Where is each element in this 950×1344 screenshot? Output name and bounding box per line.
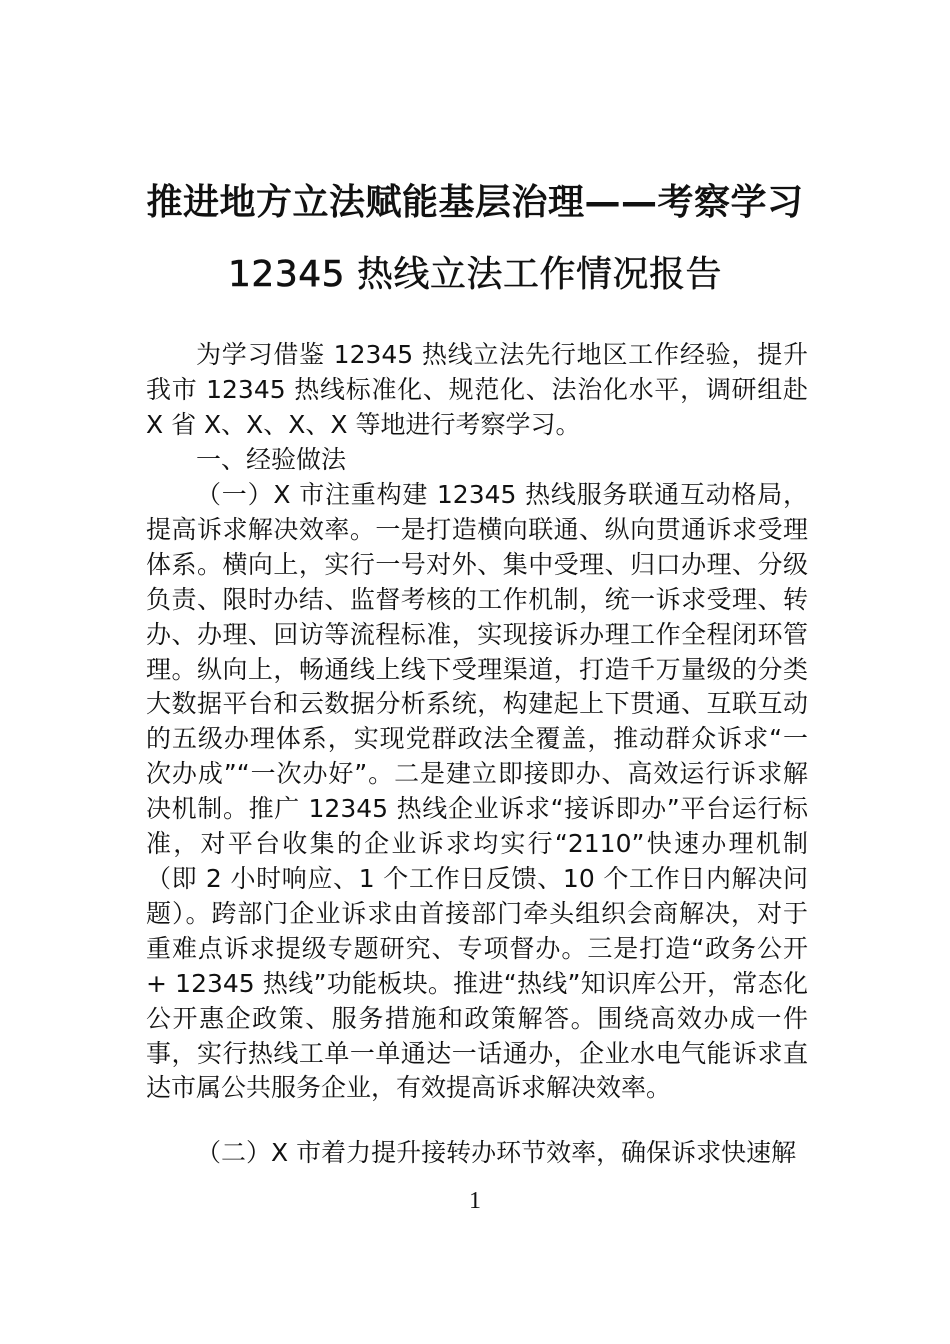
paragraph-city-hotline-linkage: （一）X 市注重构建 12345 热线服务联通互动格局，提高诉求解决效率。一是打造横向联通、纵向贯通诉求受理体系。横向上，实行一号对外、集中受理、归口办理、分级负责、限时办结、监督考核的工作机制，统一诉求受理、转办、办理、回访等流程标准，实现接诉办理工作全程闭环管理。纵向上，畅通线上线下受理渠道，打造千万量级的分类大数据平台和云数据分析系统，构建起上下贯通、互联互动的五级办理体系，实现党群政法全覆盖，推动群众诉求“一次办成”“一次办好”。二是建立即接即办、高效运行诉求解决机制。推广 12345 热线企业诉求“接诉即办”平台运行标准，对平台收集的企业诉求均实行“2110”快速办理机制（即 2 小时响应、1 个工作日反馈、10 个工作日内解决问题）。跨部门企业诉求由首接部门牵头组织会商解决，对于重难点诉求提级专题研究、专项督办。三是打造“政务公开 + 12345 热线”功能板块。推进“热线”知识库公开，常态化公开惠企政策、服务措施和政策解答。围绕高效办成一件事，实行热线工单一单通达一话通办，企业水电气能诉求直达市属公共服务企业，有效提高诉求解决效率。: [146, 480, 808, 1103]
intro-paragraph: 为学习借鉴 12345 热线立法先行地区工作经验，提升我市 12345 热线标准化、规范化、法治化水平，调研组赴 X 省 X、X、X、X 等地进行考察学习。: [146, 340, 808, 439]
document-title-line-1: 推进地方立法赋能基层治理——考察学习: [146, 182, 804, 223]
section-heading-experience: 一、经验做法: [196, 445, 347, 474]
page-number: 1: [469, 1188, 481, 1214]
paragraph-city-efficiency-start: （二）X 市着力提升接转办环节效率，确保诉求快速解: [196, 1138, 797, 1167]
document-title-line-2: 12345 热线立法工作情况报告: [228, 254, 722, 295]
